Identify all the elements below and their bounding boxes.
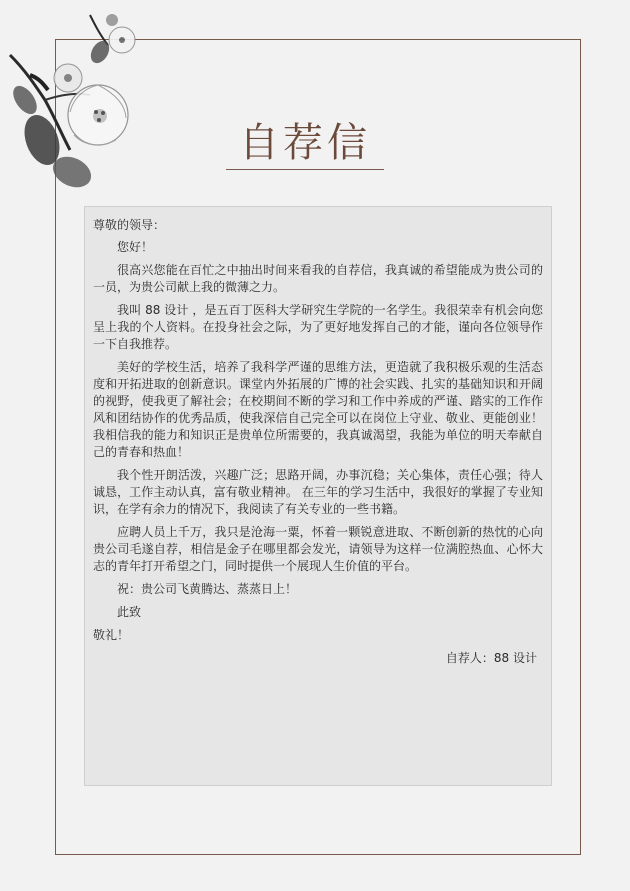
letter-body: [84, 206, 552, 786]
letter-cizhi: 此致: [117, 605, 142, 619]
letter-paragraph: 美好的学校生活，培养了我科学严谨的思维方法，更造就了我积极乐观的生活态度和开拓进取的创新意识。课堂内外拓展的广博的社会实践、扎实的基础知识和开阔的视野，使我更了解社会；在校期间不断的学习和工作中养成的严谨、踏实的工作作风和团结协作的优秀品质，使我深信自己完全可以在岗位上守业、敬业、更能创业！我相信我的能力和知识正是贵单位所需要的，我真诚渴望，我能为单位的明天奉献自己的青春和热血！: [93, 360, 543, 459]
letter-paragraph: 应聘人员上千万，我只是沧海一粟，怀着一颗锐意进取、不断创新的热忱的心向贵公司毛遂自荐，相信是金子在哪里都会发光，请领导为这样一位满腔热血、心怀大志的青年打开希望之门，同时提供一个展现人生价值的平台。: [93, 525, 543, 573]
letter-greeting: 您好！: [117, 240, 154, 254]
ink-flower-decoration-icon: [0, 0, 150, 200]
page-title: 自荐信: [239, 120, 371, 166]
letter-signature: 自荐人：88 设计: [445, 651, 537, 665]
letter-closing: 敬礼！: [93, 628, 130, 642]
letter-paragraph: 很高兴您能在百忙之中抽出时间来看我的自荐信，我真诚的希望能成为贵公司的一员，为贵公司献上我的微薄之力。: [93, 263, 543, 294]
title-underline: [226, 169, 384, 170]
letter-wishes: 祝：贵公司飞黄腾达、蒸蒸日上！: [117, 582, 298, 596]
letter-salutation: 尊敬的领导：: [93, 218, 166, 232]
letter-paragraph: 我个性开朗活泼，兴趣广泛；思路开阔，办事沉稳；关心集体，责任心强；待人诚恳，工作主动认真，富有敬业精神。 在三年的学习生活中，我很好的掌握了专业知识，在学有余力的情况下，我阅读了有关专业的一些书籍。: [93, 468, 543, 516]
letter-paragraph: 我叫 88 设计 ，是五百丁医科大学研究生学院的一名学生。我很荣幸有机会向您呈上我的个人资料。在投身社会之际，为了更好地发挥自己的才能，谨向各位领导作一下自我推荐。: [93, 303, 543, 351]
